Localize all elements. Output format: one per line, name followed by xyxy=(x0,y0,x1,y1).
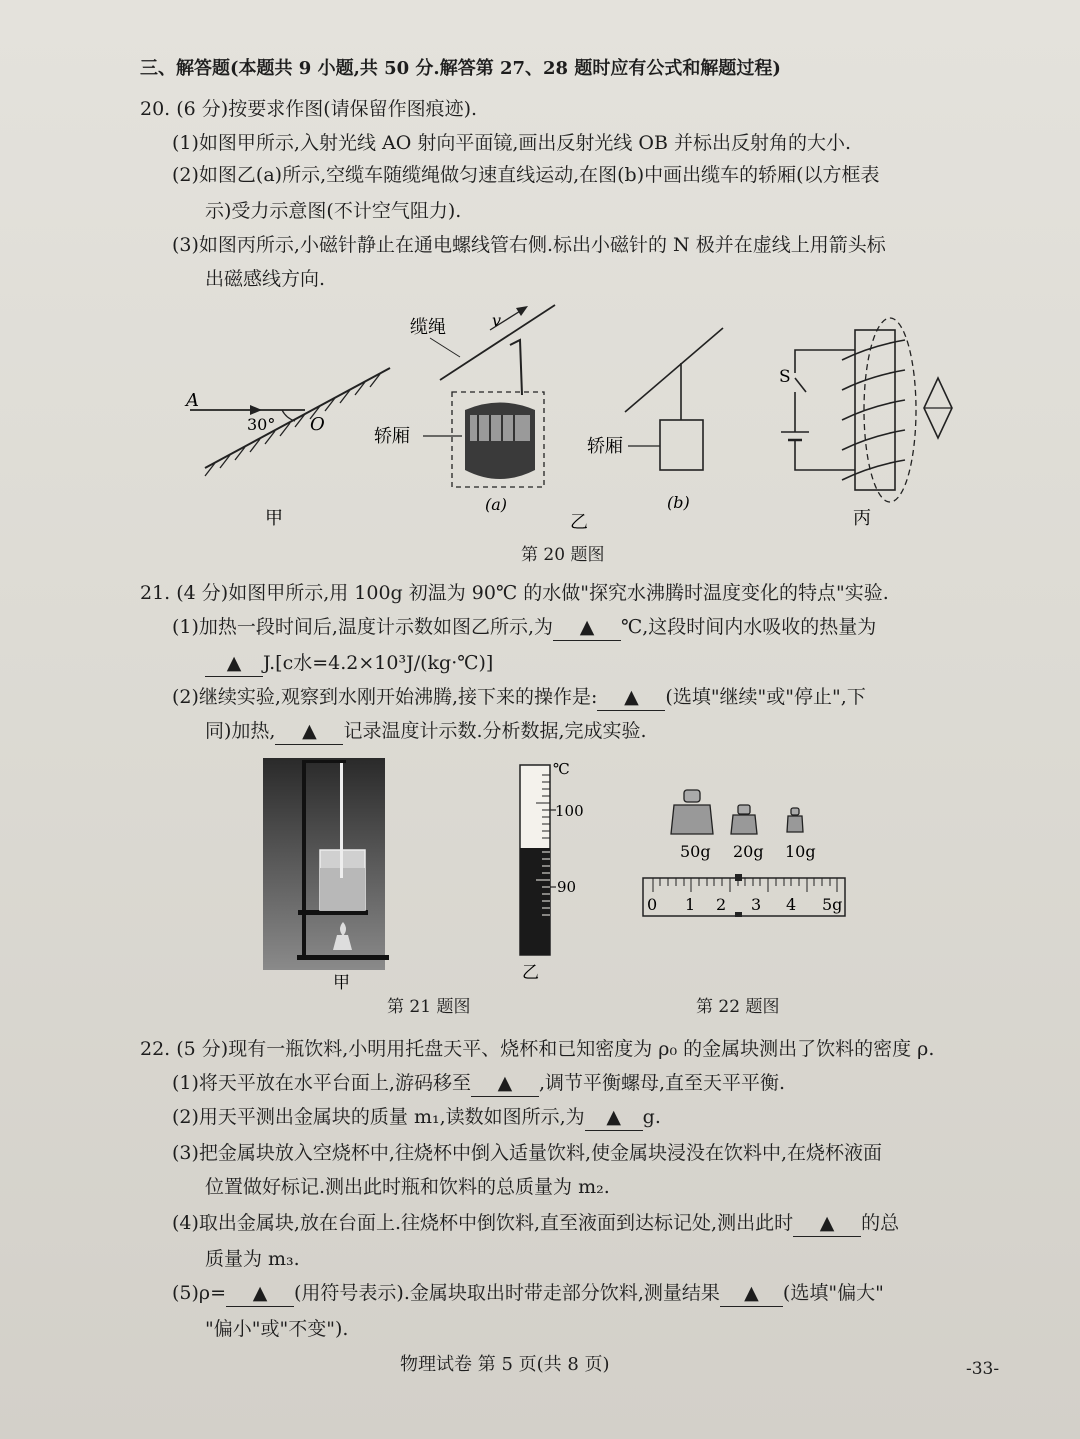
q22-part3-line2: 位置做好标记.测出此时瓶和饮料的总质量为 m₂. xyxy=(205,1176,610,1198)
q21-caption: 第 21 题图 xyxy=(387,997,471,1017)
label-O: O xyxy=(310,414,325,435)
rider-scale xyxy=(643,874,845,917)
q22-part2-text2: g. xyxy=(642,1106,661,1128)
q22-part5-line2: "偏小"或"不变"). xyxy=(205,1318,349,1340)
weights xyxy=(671,790,803,834)
q21-part2-text2: (选填"继续"或"停止",下 xyxy=(665,686,866,708)
scale-4: 4 xyxy=(786,895,797,914)
caption-jia-21: 甲 xyxy=(333,973,350,993)
caption-jia: 甲 xyxy=(265,508,283,529)
q20-part2-line2: 示)受力示意图(不计空气阻力). xyxy=(205,200,462,222)
q22-density-blank[interactable]: ▲ xyxy=(226,1280,294,1307)
q22-rider-blank[interactable]: ▲ xyxy=(471,1070,539,1097)
q21-op2-blank[interactable]: ▲ xyxy=(275,718,343,745)
q20-part3-line1: (3)如图丙所示,小磁针静止在通电螺线管右侧.标出小磁针的 N 极并在虚线上用箭头标 xyxy=(172,234,886,256)
q22-title: 22. (5 分)现有一瓶饮料,小明用托盘天平、烧杯和已知密度为 ρ₀ 的金属块测出了饮料的密度 ρ. xyxy=(140,1038,935,1060)
q22-result-blank[interactable]: ▲ xyxy=(720,1280,783,1307)
q22-part4-line1 xyxy=(172,1210,899,1237)
q22-part5-text2: (用符号表示).金属块取出时带走部分饮料,测量结果 xyxy=(294,1282,720,1304)
q22-part5-text3: (选填"偏大" xyxy=(782,1282,884,1304)
scale-3: 3 xyxy=(751,895,762,914)
q21-temp-blank[interactable]: ▲ xyxy=(553,614,621,641)
cable-label: 缆绳 xyxy=(410,317,446,338)
page-footer: 物理试卷 第 5 页(共 8 页) xyxy=(400,1354,610,1375)
scale-1: 1 xyxy=(685,895,696,914)
q20-title: 20. (6 分)按要求作图(请保留作图痕迹). xyxy=(140,98,478,120)
cable-car-diagram-b xyxy=(625,328,723,470)
section-header: 三、解答题(本题共 9 小题,共 50 分.解答第 27、28 题时应有公式和解题过程) xyxy=(140,58,781,79)
q20-caption: 第 20 题图 xyxy=(521,545,605,565)
q22-part4-line2: 质量为 m₃. xyxy=(205,1248,300,1270)
label-A: A xyxy=(186,390,199,411)
q21-part2-text: (2)继续实验,观察到水刚开始沸腾,接下来的操作是: xyxy=(172,686,598,708)
weight-20g: 20g xyxy=(733,842,764,861)
caption-yi: 乙 xyxy=(570,512,588,533)
sub-caption-b: (b) xyxy=(667,493,690,512)
switch-label: S xyxy=(779,367,791,387)
q21-part2-text4: 记录温度计示数.分析数据,完成实验. xyxy=(343,720,647,742)
q22-mass-blank[interactable]: ▲ xyxy=(585,1104,643,1131)
weight-50g: 50g xyxy=(680,842,711,861)
q21-part1-text3: J.[c水=4.2×10³J/(kg·℃)] xyxy=(263,652,494,674)
thermometer xyxy=(520,765,556,955)
q21-op-blank[interactable]: ▲ xyxy=(597,684,665,711)
q21-part2-text3: 同)加热, xyxy=(205,720,276,742)
q21-part2-line2 xyxy=(205,718,647,745)
q22-total-blank[interactable]: ▲ xyxy=(793,1210,861,1237)
q21-part1-text2: ℃,这段时间内水吸收的热量为 xyxy=(621,616,877,638)
q20-part1: (1)如图甲所示,入射光线 AO 射向平面镜,画出反射光线 OB 并标出反射角的大小. xyxy=(172,132,852,154)
cabin-label-b: 轿厢 xyxy=(587,436,623,457)
thermo-unit: ℃ xyxy=(553,760,570,778)
q21-part1-line2 xyxy=(205,650,493,677)
sub-caption-a: (a) xyxy=(485,495,508,514)
caption-yi-21: 乙 xyxy=(522,963,539,983)
scale-0: 0 xyxy=(647,895,658,914)
caption-bing: 丙 xyxy=(853,508,871,529)
q22-part2 xyxy=(172,1104,661,1131)
tick-90: 90 xyxy=(557,878,577,896)
q21-part1-text: (1)加热一段时间后,温度计示数如图乙所示,为 xyxy=(172,616,553,638)
q22-part1-text: (1)将天平放在水平台面上,游码移至 xyxy=(172,1072,471,1094)
weight-10g: 10g xyxy=(785,842,816,861)
boiling-apparatus-photo xyxy=(263,758,389,970)
q21-part1-line1 xyxy=(172,614,876,641)
cabin-label-a: 轿厢 xyxy=(374,426,410,447)
velocity-label: v xyxy=(492,311,502,330)
q22-part1-text2: ,调节平衡螺母,直至天平平衡. xyxy=(538,1072,786,1094)
tick-100: 100 xyxy=(555,802,584,820)
q22-caption: 第 22 题图 xyxy=(696,997,780,1017)
q20-part2-line1: (2)如图乙(a)所示,空缆车随缆绳做匀速直线运动,在图(b)中画出缆车的轿厢(以方框表 xyxy=(172,164,880,186)
plane-mirror-diagram xyxy=(190,368,390,476)
q21-q22-figure xyxy=(0,750,1080,1030)
q22-part5-line1 xyxy=(172,1280,884,1307)
q21-part2-line1 xyxy=(172,684,866,711)
q20-figure xyxy=(0,0,1080,560)
q21-title: 21. (4 分)如图甲所示,用 100g 初温为 90℃ 的水做"探究水沸腾时温度变化的特点"实验. xyxy=(140,582,889,604)
q20-part3-line2: 出磁感线方向. xyxy=(205,268,326,290)
scale-2: 2 xyxy=(716,895,727,914)
angle-label: 30° xyxy=(247,415,276,434)
q22-part4-text: (4)取出金属块,放在台面上.往烧杯中倒饮料,直至液面到达标记处,测出此时 xyxy=(172,1212,794,1234)
q22-part2-text: (2)用天平测出金属块的质量 m₁,读数如图所示,为 xyxy=(172,1106,585,1128)
q22-part5-text: (5)ρ= xyxy=(172,1282,227,1304)
q22-part4-text2: 的总 xyxy=(861,1212,900,1234)
scale-5g: 5g xyxy=(822,895,843,914)
q21-heat-blank[interactable]: ▲ xyxy=(205,650,263,677)
q22-part3-line1: (3)把金属块放入空烧杯中,往烧杯中倒入适量饮料,使金属块浸没在饮料中,在烧杯液面 xyxy=(172,1142,883,1164)
solenoid-diagram xyxy=(781,318,952,502)
q22-part1 xyxy=(172,1070,785,1097)
page-number: -33- xyxy=(966,1359,1000,1379)
